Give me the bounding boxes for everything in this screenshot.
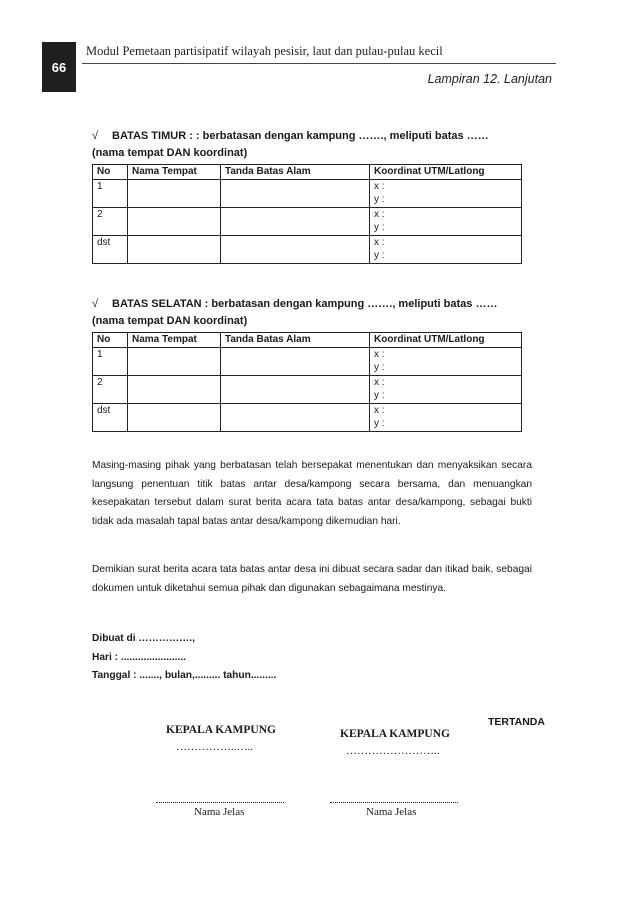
cell-no: 2 bbox=[93, 376, 128, 404]
signature-dots-right: …………………….. bbox=[346, 745, 440, 757]
cell-tanda bbox=[221, 348, 370, 376]
cell-nama bbox=[128, 236, 221, 264]
header-title: Modul Pemetaan partisipatif wilayah pesisir, laut dan pulau-pulau kecil bbox=[86, 44, 443, 58]
boundary-table bbox=[92, 164, 522, 264]
tanggal-field: Tanggal : ......., bulan,......... tahun......... bbox=[92, 670, 277, 681]
header-subtitle: Lampiran 12. Lanjutan bbox=[427, 72, 552, 86]
signature-title-right: KEPALA KAMPUNG bbox=[340, 728, 450, 740]
signature-line-left bbox=[156, 802, 284, 803]
check-mark-icon: √ bbox=[92, 298, 99, 310]
signature-line-right bbox=[330, 802, 458, 803]
cell-tanda bbox=[221, 404, 370, 432]
cell-koordinat: x : y : bbox=[370, 180, 522, 208]
signature-dots-left: ……………..….. bbox=[176, 741, 253, 753]
cell-koordinat: x : y : bbox=[370, 404, 522, 432]
closing-paragraph: Demikian surat berita acara tata batas antar desa ini dibuat secara sadar dan itikad baik, sebagai dokumen untuk diketahui semua pihak dan digunakan sebagaimana mestinya. bbox=[92, 564, 532, 594]
section-title: √ BATAS SELATAN : berbatasan dengan kampung ……., meliputi batas …… (nama tempat DAN koordinat) bbox=[92, 298, 498, 327]
cell-nama bbox=[128, 180, 221, 208]
header-tanda-batas: Tanda Batas Alam bbox=[221, 333, 370, 348]
table-row bbox=[93, 404, 522, 432]
cell-nama bbox=[128, 208, 221, 236]
cell-nama bbox=[128, 404, 221, 432]
hari-field: Hari : ....................... bbox=[92, 652, 186, 663]
table-row bbox=[93, 236, 522, 264]
section-title: √ BATAS TIMUR : : berbatasan dengan kampung ……., meliputi batas …… (nama tempat DAN koordinat) bbox=[92, 130, 489, 159]
header-no: No bbox=[93, 333, 128, 348]
header-koordinat: Koordinat UTM/Latlong bbox=[370, 165, 522, 180]
cell-no: 1 bbox=[93, 180, 128, 208]
header-koordinat: Koordinat UTM/Latlong bbox=[370, 333, 522, 348]
cell-nama bbox=[128, 376, 221, 404]
cell-no: 2 bbox=[93, 208, 128, 236]
cell-tanda bbox=[221, 376, 370, 404]
check-mark-icon: √ bbox=[92, 130, 99, 142]
header-no: No bbox=[93, 165, 128, 180]
signature-title-left: KEPALA KAMPUNG bbox=[166, 724, 276, 736]
cell-no: dst bbox=[93, 236, 128, 264]
cell-koordinat: x : y : bbox=[370, 348, 522, 376]
header-divider bbox=[82, 63, 556, 64]
cell-tanda bbox=[221, 180, 370, 208]
section-batas-timur bbox=[92, 128, 524, 264]
page-number: 66 bbox=[42, 42, 76, 92]
table-header-row bbox=[93, 333, 522, 348]
cell-koordinat: x : y : bbox=[370, 208, 522, 236]
nama-jelas-left: Nama Jelas bbox=[194, 806, 245, 818]
header-tanda-batas: Tanda Batas Alam bbox=[221, 165, 370, 180]
header-nama-tempat: Nama Tempat bbox=[128, 333, 221, 348]
table-row bbox=[93, 348, 522, 376]
cell-tanda bbox=[221, 208, 370, 236]
table-row bbox=[93, 180, 522, 208]
header-nama-tempat: Nama Tempat bbox=[128, 165, 221, 180]
cell-nama bbox=[128, 348, 221, 376]
dibuat-di: Dibuat di ……………., bbox=[92, 633, 196, 644]
nama-jelas-right: Nama Jelas bbox=[366, 806, 417, 818]
cell-tanda bbox=[221, 236, 370, 264]
table-row bbox=[93, 376, 522, 404]
cell-koordinat: x : y : bbox=[370, 236, 522, 264]
agreement-paragraph: Masing-masing pihak yang berbatasan telah bersepakat menentukan dan menyaksikan secara langsung penentuan titik batas antar desa/kampong secara bersama, dan menuangkan kesepakatan tersebut dalam surat berita acara tata batas antar desa/kampong, sebagai bukti tidak ada masalah tapal batas antar desa/kampong dikemudian hari. bbox=[92, 460, 532, 527]
cell-no: dst bbox=[93, 404, 128, 432]
cell-no: 1 bbox=[93, 348, 128, 376]
boundary-table bbox=[92, 332, 522, 432]
cell-koordinat: x : y : bbox=[370, 376, 522, 404]
tertanda-label: TERTANDA bbox=[488, 716, 545, 728]
section-batas-selatan bbox=[92, 296, 524, 432]
table-header-row bbox=[93, 165, 522, 180]
table-row bbox=[93, 208, 522, 236]
